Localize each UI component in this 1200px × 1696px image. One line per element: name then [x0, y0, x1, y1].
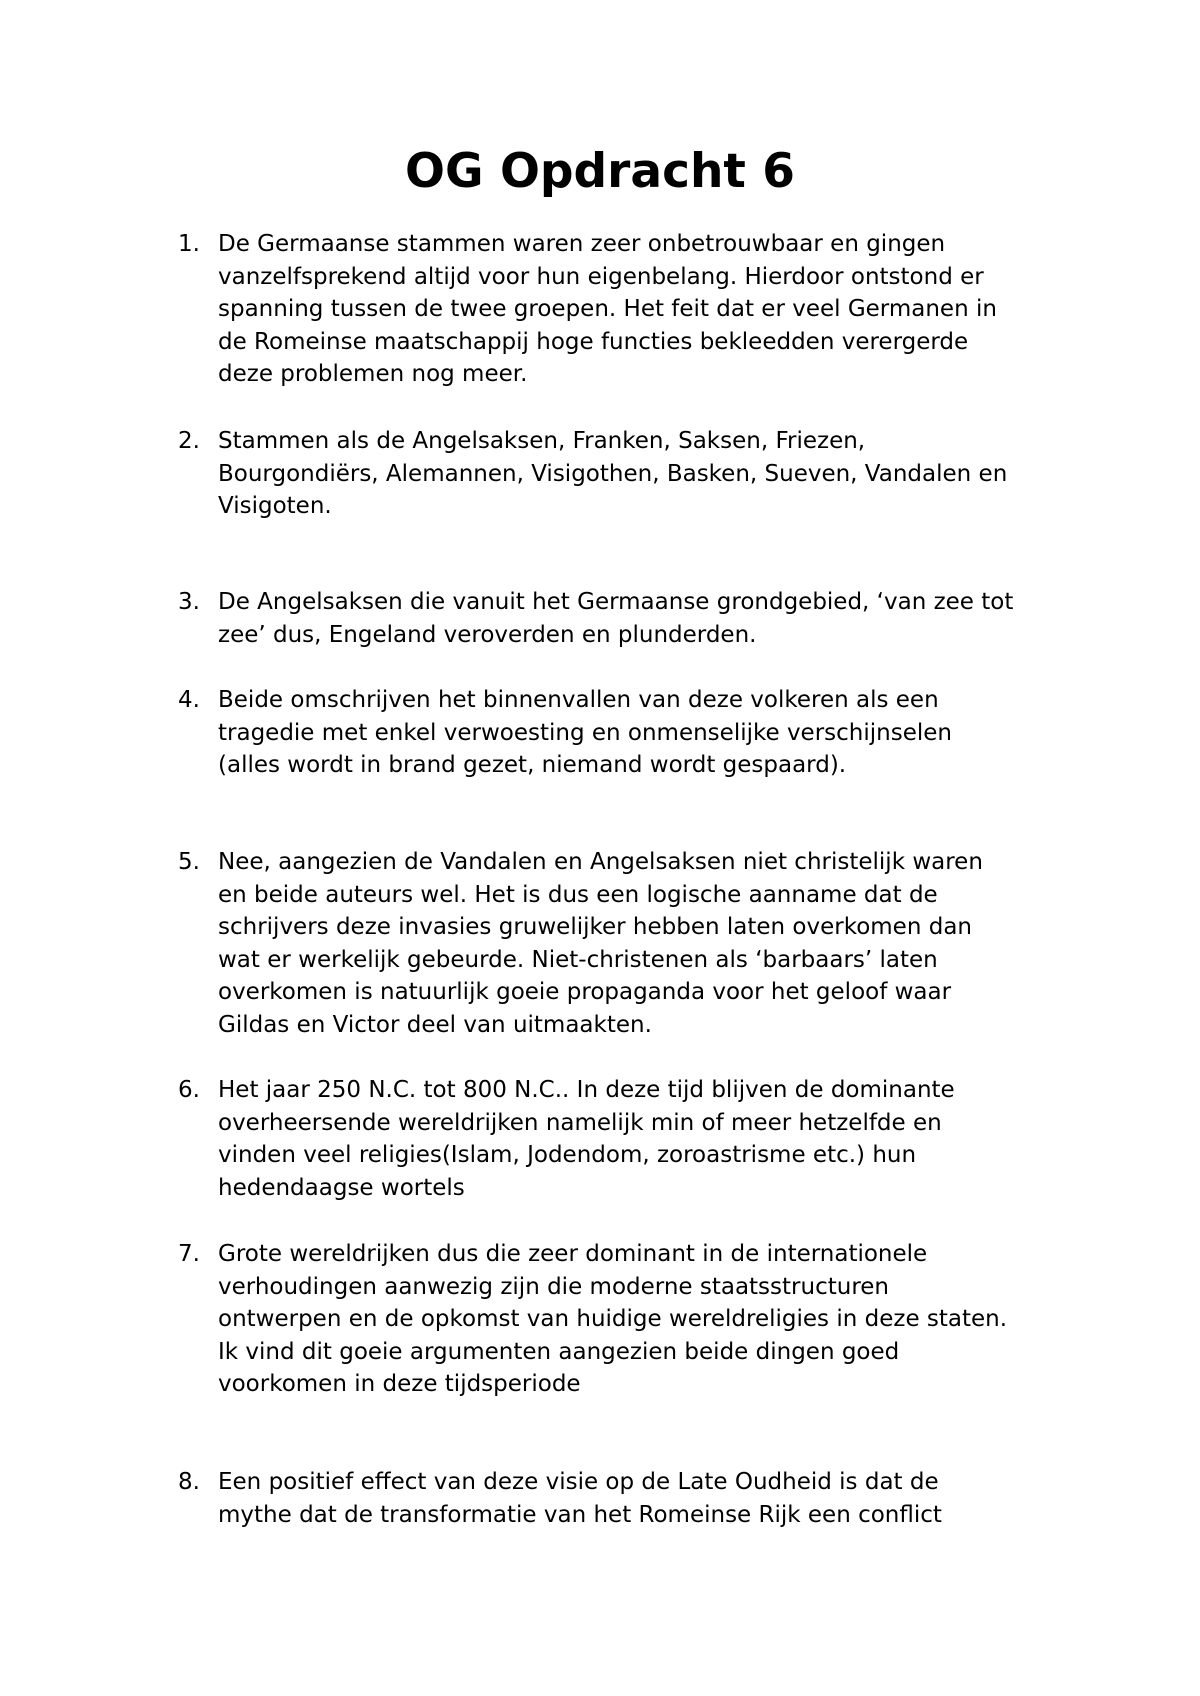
answer-text: Grote wereldrijken dus die zeer dominant in de internationele verhoudingen aanwezig zijn die moderne staatsstructuren ontwerpen en de opkomst van huidige wereldreligies in deze staten. Ik vind dit goeie argumenten aangezien beide dingen goed voorkomen in deze tijdsperiode	[218, 1241, 1008, 1398]
answer-text: Nee, aangezien de Vandalen en Angelsaksen niet christelijk waren en beide auteurs wel. Het is dus een logische aanname dat de schrijvers deze invasies gruwelijker hebben laten overkomen dan wat er werkelijk gebeurde. Niet-christenen als ‘barbaars’ laten overkomen is natuurlijk goeie propaganda voor het geloof waar Gildas en Victor deel van uitmaakten.	[218, 849, 983, 1038]
answer-item-8	[178, 1466, 1078, 1531]
answer-item-2	[178, 425, 1078, 523]
answer-text: Beide omschrijven het binnenvallen van deze volkeren als een tragedie met enkel verwoesting en onmenselijke verschijnselen (alles wordt in brand gezet, niemand wordt gespaard).	[218, 687, 952, 779]
answer-item-1	[178, 228, 1078, 391]
answer-number: 6.	[178, 1077, 200, 1103]
answer-number: 3.	[178, 589, 200, 615]
answer-text: Een positief effect van deze visie op de Late Oudheid is dat de mythe dat de transformatie van het Romeinse Rijk een conflict	[218, 1469, 942, 1528]
document-title: OG Opdracht 6	[405, 144, 795, 199]
answer-number: 4.	[178, 687, 200, 713]
answer-item-5	[178, 846, 1078, 1042]
answer-number: 8.	[178, 1469, 200, 1495]
answer-text: De Germaanse stammen waren zeer onbetrouwbaar en gingen vanzelfsprekend altijd voor hun eigenbelang. Hierdoor ontstond er spanning tussen de twee groepen. Het feit dat er veel Germanen in de Romeinse maatschappij hoge functies bekleedden verergerde deze problemen nog meer.	[218, 231, 997, 388]
answer-text: De Angelsaksen die vanuit het Germaanse grondgebied, ‘van zee tot zee’ dus, Engeland veroverden en plunderden.	[218, 589, 1014, 648]
answer-text: Stammen als de Angelsaksen, Franken, Saksen, Friezen, Bourgondiërs, Alemannen, Visigothen, Basken, Sueven, Vandalen en Visigoten.	[218, 428, 1008, 520]
answer-number: 2.	[178, 428, 200, 454]
answer-item-4	[178, 684, 1078, 782]
answer-item-3	[178, 586, 1078, 651]
answer-text: Het jaar 250 N.C. tot 800 N.C.. In deze tijd blijven de dominante overheersende wereldrijken namelijk min of meer hetzelfde en vinden veel religies(Islam, Jodendom, zoroastrisme etc.) hun hedendaagse wortels	[218, 1077, 955, 1201]
answer-item-7	[178, 1238, 1078, 1401]
answer-item-6	[178, 1074, 1078, 1204]
answer-number: 5.	[178, 849, 200, 875]
answer-number: 1.	[178, 231, 200, 257]
answer-number: 7.	[178, 1241, 200, 1267]
